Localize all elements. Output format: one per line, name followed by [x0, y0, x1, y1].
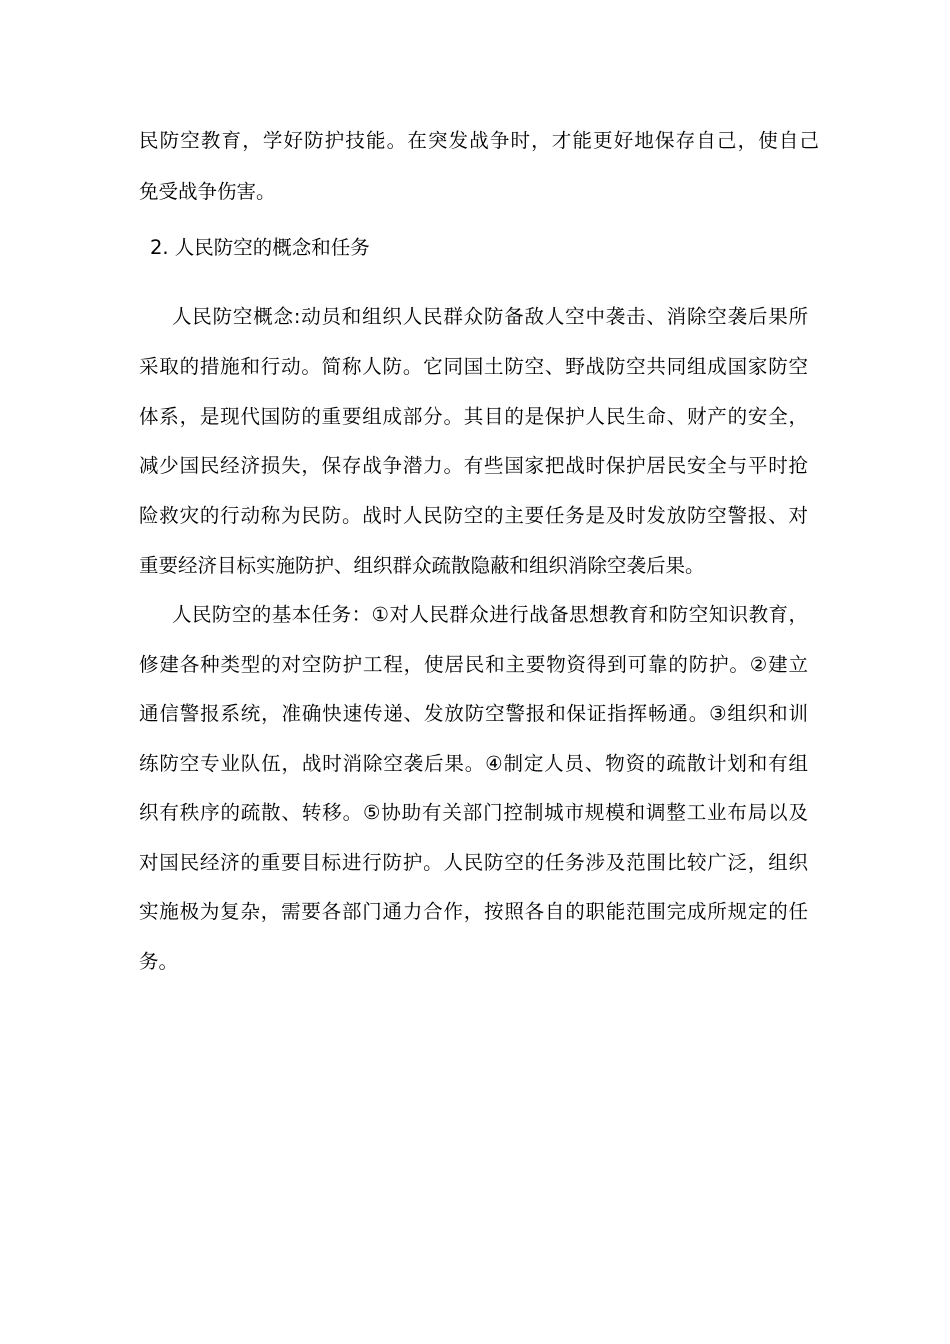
para2-line-3: 体系，是现代国防的重要组成部分。其目的是保护人民生命、财产的安全， — [139, 405, 808, 428]
para1-line-2: 免受战争伤害。 — [139, 180, 276, 203]
para3-line-7: 实施极为复杂，需要各部门通力合作，按照各自的职能范围完成所规定的任 — [139, 900, 808, 923]
para2-line-5: 险救灾的行动称为民防。战时人民防空的主要任务是及时发放防空警报、对 — [139, 504, 808, 527]
para2-line-6: 重要经济目标实施防护、组织群众疏散隐蔽和组织消除空袭后果。 — [139, 554, 705, 577]
para3-line-2: 修建各种类型的对空防护工程，使居民和主要物资得到可靠的防护。②建立 — [139, 653, 808, 676]
para3-line-6: 对国民经济的重要目标进行防护。人民防空的任务涉及范围比较广泛，组织 — [139, 851, 808, 874]
para1-line-1: 民防空教育，学好防护技能。在突发战争时，才能更好地保存自己，使自己 — [139, 129, 819, 152]
para3-line-1: 人民防空的基本任务：①对人民群众进行战备思想教育和防空知识教育， — [172, 603, 808, 626]
para3-line-8: 务。 — [139, 950, 179, 973]
para2-line-1: 人民防空概念:动员和组织人民群众防备敌人空中袭击、消除空袭后果所 — [172, 305, 808, 328]
para3-line-4: 练防空专业队伍，战时消除空袭后果。④制定人员、物资的疏散计划和有组 — [139, 752, 808, 775]
para2-line-4: 减少国民经济损失，保存战争潜力。有些国家把战时保护居民安全与平时抢 — [139, 454, 808, 477]
para2-line-2: 采取的措施和行动。简称人防。它同国土防空、野战防空共同组成国家防空 — [139, 355, 808, 378]
para3-line-5: 织有秩序的疏散、转移。⑤协助有关部门控制城市规模和调整工业布局以及 — [139, 801, 808, 824]
para3-line-3: 通信警报系统，准确快速传递、发放防空警报和保证指挥畅通。③组织和训 — [139, 702, 808, 725]
section-heading: 2. 人民防空的概念和任务 — [150, 236, 370, 259]
